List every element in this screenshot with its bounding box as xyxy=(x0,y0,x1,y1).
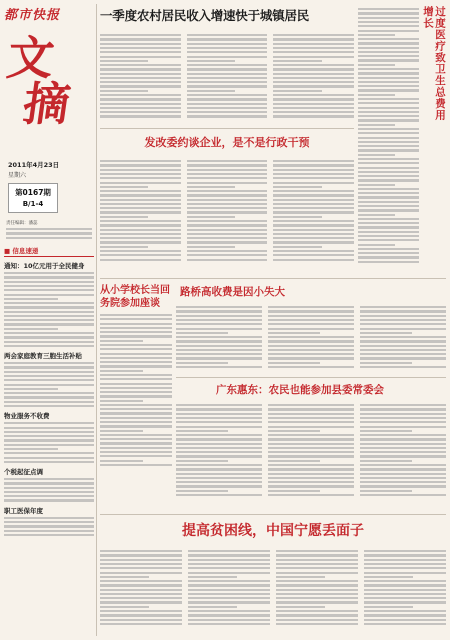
article-6-col xyxy=(268,402,354,498)
sidebar-item xyxy=(4,351,94,407)
article-5 xyxy=(176,284,446,374)
section-rule xyxy=(100,128,354,129)
article-7-headline: 提高贫困线，中国宁愿丢面子 xyxy=(182,523,364,539)
issue-number-box xyxy=(8,183,58,213)
article-3-col xyxy=(273,158,354,263)
article-3-headline: 发改委约谈企业，是不是行政干预 xyxy=(144,136,310,149)
section-rule xyxy=(100,278,446,279)
article-7-col xyxy=(364,548,446,627)
sidebar-item-title: 两会家庭教育三胞生活补贴 xyxy=(4,352,82,361)
article-2 xyxy=(358,6,446,274)
article-1-headline: 一季度农村居民收入增速快于城镇居民 xyxy=(100,8,310,23)
article-6-headline: 广东惠东：农民也能参加县委常委会 xyxy=(216,384,384,396)
article-7-col xyxy=(188,548,270,627)
sidebar-item xyxy=(4,467,94,502)
sidebar-item-body xyxy=(4,362,94,407)
article-3 xyxy=(100,134,354,274)
article-5-col xyxy=(360,304,446,370)
article-3-col xyxy=(100,158,181,263)
article-4 xyxy=(100,284,172,514)
contact-lines xyxy=(6,228,92,239)
contact-info xyxy=(6,220,92,241)
masthead-char-zhai: 摘 xyxy=(19,77,74,131)
article-5-col xyxy=(176,304,262,370)
sidebar-item-title: 通知：10亿元用于全民健身 xyxy=(4,262,85,270)
paper-name: 都市快报 xyxy=(4,8,61,23)
sidebar-item-title: 职工医保年度 xyxy=(4,506,43,515)
sidebar-item xyxy=(4,411,94,463)
issue-pages: B/1-4 xyxy=(22,200,44,208)
article-5-col xyxy=(268,304,354,370)
article-1-col xyxy=(100,32,181,120)
article-2-col xyxy=(358,6,419,265)
issue-date: 2011年4月23日 xyxy=(8,161,60,169)
masthead-char-wen: 文 xyxy=(3,31,58,85)
article-7-col xyxy=(100,548,182,627)
section-rule xyxy=(100,514,446,515)
article-7-col xyxy=(276,548,358,627)
article-6 xyxy=(176,382,446,510)
article-6-col xyxy=(360,402,446,498)
article-4-headline: 从小学校长当回务院参加座谈 xyxy=(100,285,170,309)
masthead xyxy=(4,4,96,154)
article-5-headline: 路桥高收费是因小失大 xyxy=(180,286,285,298)
issue-date-block xyxy=(8,160,92,179)
sidebar xyxy=(4,246,94,636)
sidebar-item-title: 物业服务不收费 xyxy=(4,412,50,421)
sidebar-item xyxy=(4,506,94,536)
issue-number: 第0167期 xyxy=(15,188,51,197)
article-6-col xyxy=(176,402,262,498)
sidebar-item-body xyxy=(4,422,94,463)
issue-weekday: 星期六 xyxy=(8,172,27,179)
article-1-col xyxy=(273,32,354,120)
editor-line: 责任编辑：潘蕊 xyxy=(6,221,38,226)
column-divider xyxy=(96,4,97,636)
sidebar-item-body xyxy=(4,478,94,502)
sidebar-item-body xyxy=(4,517,94,536)
sidebar-item-title: 个税起征点调 xyxy=(4,467,43,476)
article-7 xyxy=(100,520,446,636)
article-4-body xyxy=(100,314,172,466)
article-1 xyxy=(100,6,354,124)
article-3-col xyxy=(187,158,268,263)
sidebar-item-body xyxy=(4,272,94,347)
article-2-headline: 过度医疗致卫生总费用增长 xyxy=(422,6,446,121)
article-1-col xyxy=(187,32,268,120)
section-rule xyxy=(176,377,446,378)
sidebar-section-header: ■ 信息速递 xyxy=(4,246,94,257)
sidebar-item xyxy=(4,261,94,347)
